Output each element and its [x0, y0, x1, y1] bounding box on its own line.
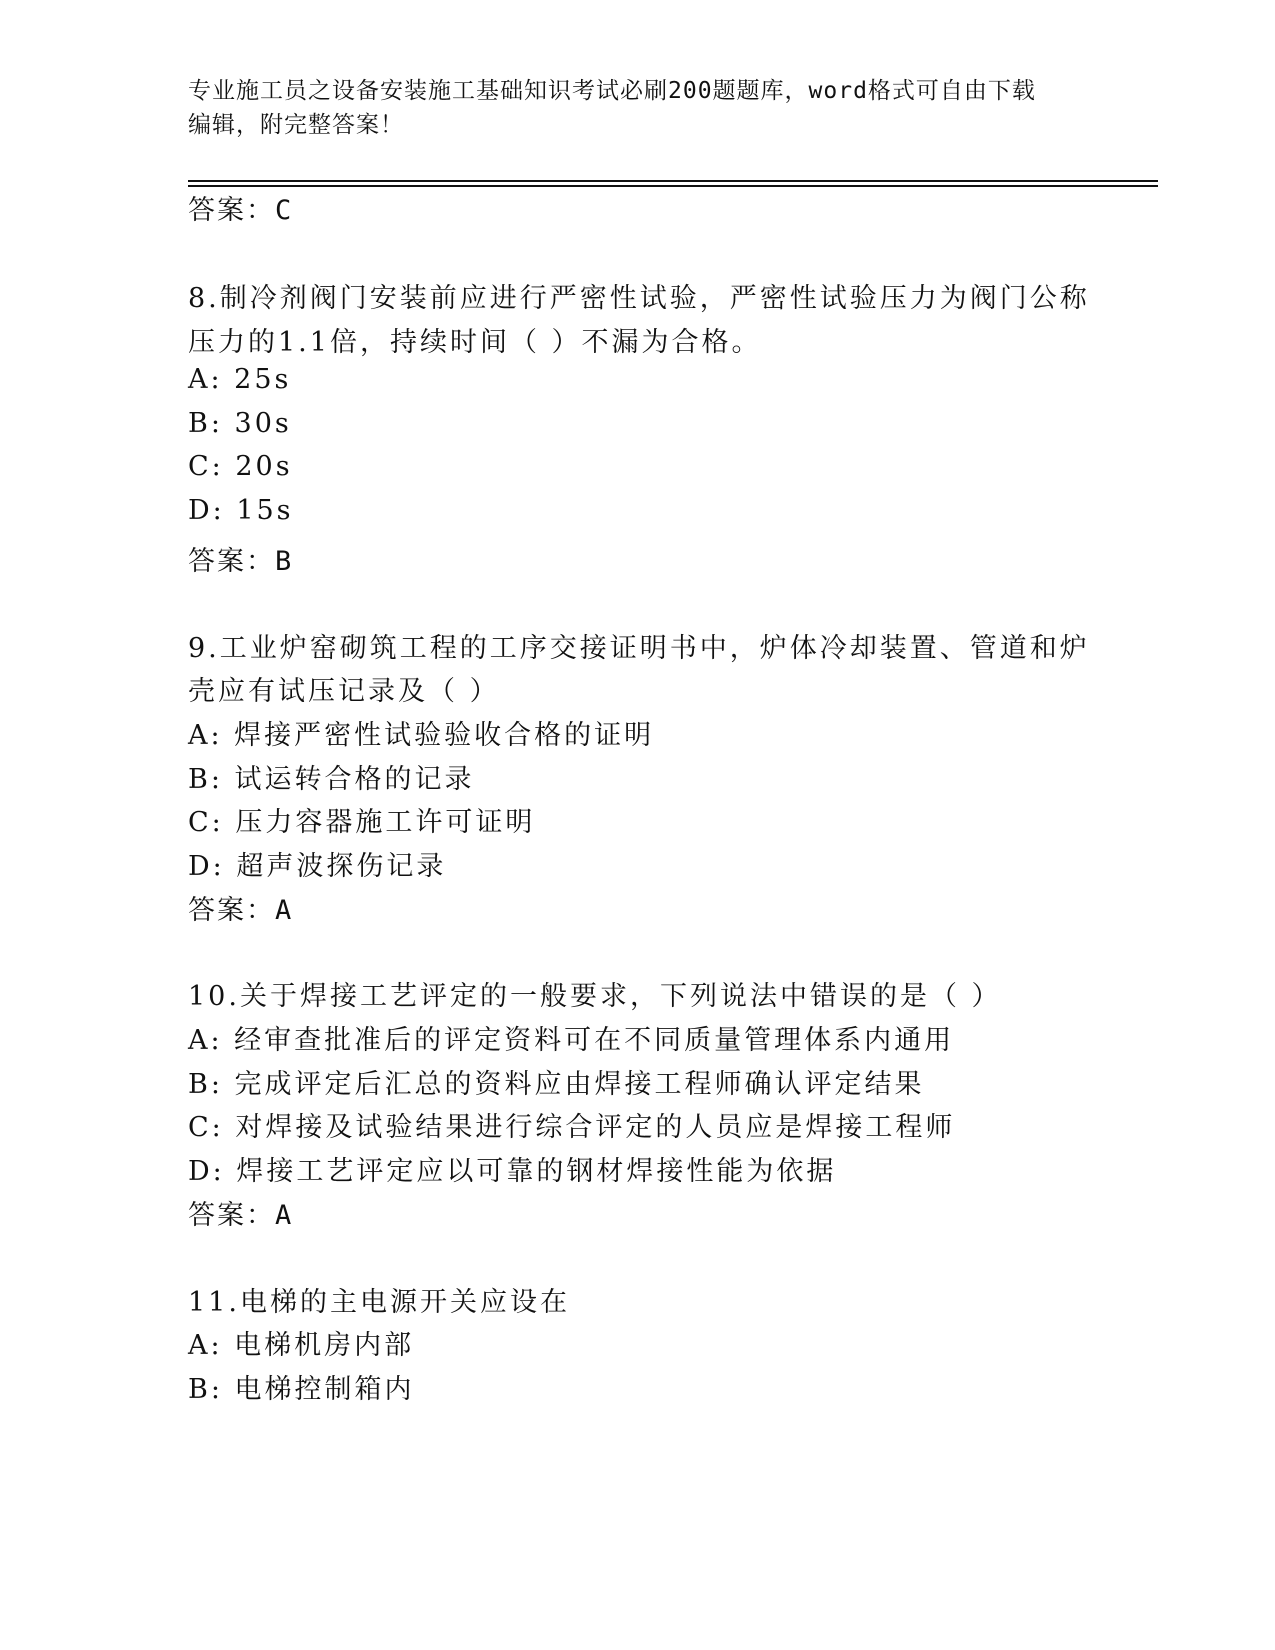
question-8-option-a: A: 25s — [188, 364, 292, 395]
question-8-stem-line-1: 8.制冷剂阀门安装前应进行严密性试验，严密性试验压力为阀门公称 — [188, 283, 1090, 314]
question-9-option-c: C: 压力容器施工许可证明 — [188, 807, 536, 838]
question-10-option-b: B: 完成评定后汇总的资料应由焊接工程师确认评定结果 — [188, 1069, 925, 1100]
question-10-stem: 10.关于焊接工艺评定的一般要求，下列说法中错误的是（ ） — [188, 981, 1002, 1012]
question-9-stem-line-2: 壳应有试压记录及（ ） — [188, 676, 500, 707]
header-line-1: 专业施工员之设备安装施工基础知识考试必刷200题题库，word格式可自由下载 — [188, 78, 1036, 104]
header-divider-bottom — [188, 185, 1158, 187]
question-10-answer: 答案：A — [188, 1200, 294, 1231]
question-10-option-d: D: 焊接工艺评定应以可靠的钢材焊接性能为依据 — [188, 1156, 837, 1187]
question-9-answer: 答案：A — [188, 895, 294, 926]
question-9-option-b: B: 试运转合格的记录 — [188, 764, 475, 795]
question-9-option-a: A: 焊接严密性试验验收合格的证明 — [188, 720, 655, 751]
document-header — [188, 74, 1088, 142]
question-9-stem-line-1: 9.工业炉窑砌筑工程的工序交接证明书中，炉体冷却装置、管道和炉 — [188, 633, 1090, 664]
question-8-answer: 答案：B — [188, 546, 294, 577]
question-9-option-d: D: 超声波探伤记录 — [188, 851, 447, 882]
question-10-option-a: A: 经审查批准后的评定资料可在不同质量管理体系内通用 — [188, 1025, 955, 1056]
question-8-option-c: C: 20s — [188, 451, 293, 482]
header-line-2: 编辑，附完整答案！ — [188, 112, 404, 138]
previous-answer: 答案：C — [188, 195, 294, 226]
question-10-option-c: C: 对焊接及试验结果进行综合评定的人员应是焊接工程师 — [188, 1112, 956, 1143]
question-8-option-b: B: 30s — [188, 408, 292, 439]
question-11-option-a: A: 电梯机房内部 — [188, 1330, 415, 1361]
header-divider-top — [188, 180, 1158, 182]
question-11-option-b: B: 电梯控制箱内 — [188, 1374, 415, 1405]
question-8-option-d: D: 15s — [188, 495, 294, 526]
question-11-stem: 11.电梯的主电源开关应设在 — [188, 1287, 570, 1318]
question-8-stem-line-2: 压力的1.1倍，持续时间（ ）不漏为合格。 — [188, 327, 762, 358]
